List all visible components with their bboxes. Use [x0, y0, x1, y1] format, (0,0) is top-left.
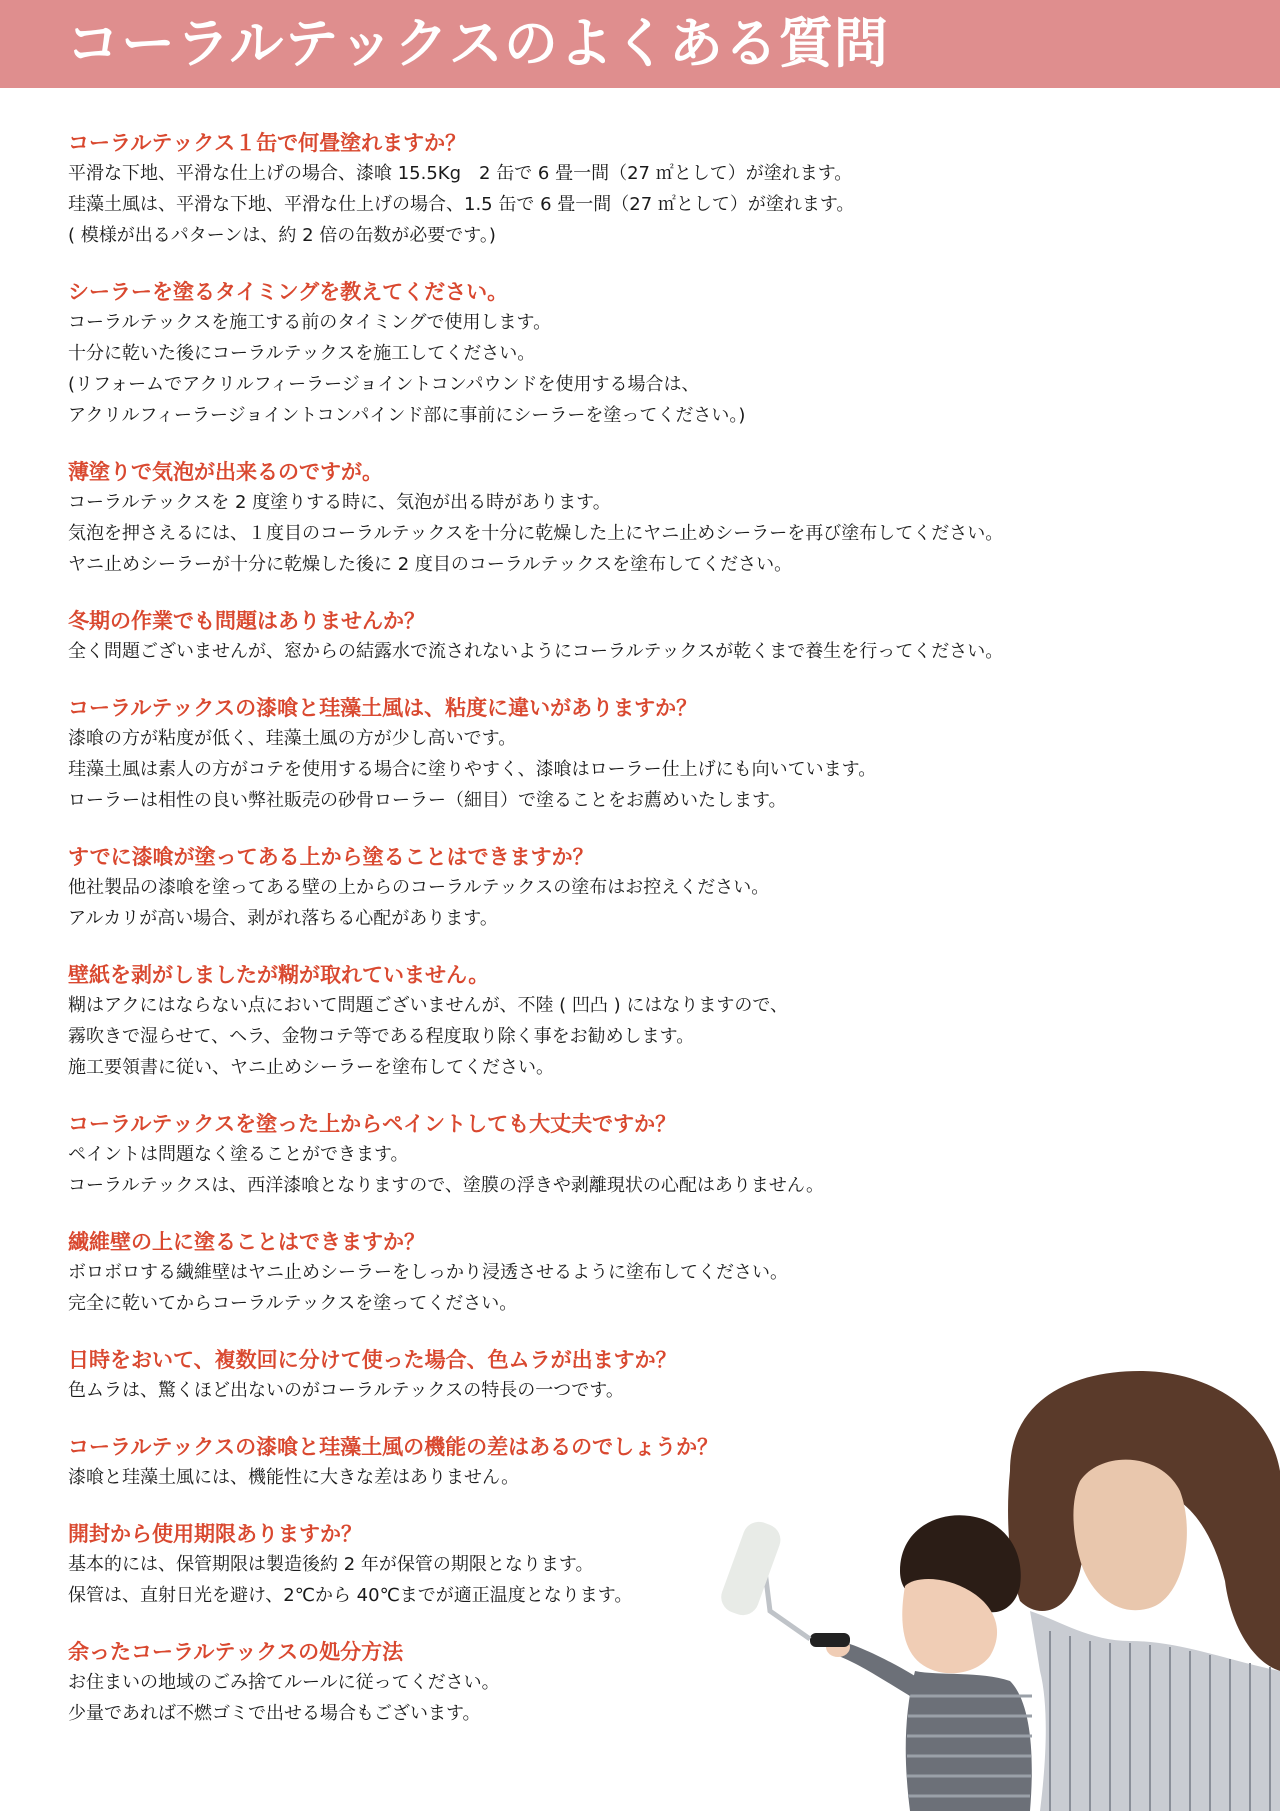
faq-answer-line: 霧吹きで湿らせて、ヘラ、金物コテ等である程度取り除く事をお勧めします。: [68, 1026, 695, 1047]
faq-question: コーラルテックスの漆喰と珪藻土風の機能の差はあるのでしょうか？: [68, 1435, 719, 1459]
header-bar: [0, 0, 1280, 88]
faq-answer-line: 漆喰の方が粘度が低く、珪藻土風の方が少し高いです。: [68, 728, 517, 749]
faq-answer-line: ペイントは問題なく塗ることができます。: [68, 1144, 409, 1165]
faq-answer-line: ヤニ止めシーラーが十分に乾燥した後に 2 度目のコーラルテックスを塗布してください。: [68, 554, 793, 575]
faq-answer-line: 糊はアクにはならない点において問題ございませんが、不陸 ( 凹凸 ) にはなりますので、: [68, 995, 789, 1016]
faq-answer-line: アルカリが高い場合、剥がれ落ちる心配があります。: [68, 908, 498, 929]
faq-question: シーラーを塗るタイミングを教えてください。: [68, 280, 509, 304]
faq-answer-line: コーラルテックスを 2 度塗りする時に、気泡が出る時があります。: [68, 492, 611, 513]
faq-item: [68, 606, 1208, 667]
faq-answer-line: 珪藻土風は、平滑な下地、平滑な仕上げの場合、1.5 缶で 6 畳一間（27 ㎡として）が塗れます。: [68, 194, 855, 215]
faq-answer-line: 施工要領書に従い、ヤニ止めシーラーを塗布してください。: [68, 1057, 554, 1078]
faq-answer-line: ( 模様が出るパターンは、約 2 倍の缶数が必要です。): [68, 225, 496, 246]
faq-answer-line: 気泡を押さえるには、１度目のコーラルテックスを十分に乾燥した上にヤニ止めシーラーを再び塗布してください。: [68, 523, 1004, 544]
faq-question: 日時をおいて、複数回に分けて使った場合、色ムラが出ますか？: [68, 1348, 677, 1372]
faq-item: [68, 457, 1208, 580]
faq-question: コーラルテックス１缶で何畳塗れますか？: [68, 131, 467, 155]
mother-child-painting-photo: [710, 1371, 1280, 1811]
faq-answer-line: コーラルテックスを施工する前のタイミングで使用します。: [68, 312, 552, 333]
page-title: コーラルテックスのよくある質問: [66, 12, 889, 75]
faq-answer-line: ローラーは相性の良い弊社販売の砂骨ローラー（細目）で塗ることをお薦めいたします。: [68, 790, 787, 811]
faq-question: 壁紙を剥がしましたが糊が取れていません。: [68, 963, 490, 987]
faq-answer-line: コーラルテックスは、西洋漆喰となりますので、塗膜の浮きや剥離現状の心配はありません。: [68, 1175, 824, 1196]
faq-answer-line: 十分に乾いた後にコーラルテックスを施工してください。: [68, 343, 536, 364]
faq-answer-line: 平滑な下地、平滑な仕上げの場合、漆喰 15.5Kg 2 缶で 6 畳一間（27 ㎡として）が塗れます。: [68, 163, 853, 184]
faq-question: すでに漆喰が塗ってある上から塗ることはできますか？: [68, 845, 594, 869]
faq-question: 冬期の作業でも問題はありませんか？: [68, 609, 425, 633]
faq-answer-line: 保管は、直射日光を避け、2℃から 40℃までが適正温度となります。: [68, 1585, 633, 1606]
faq-item: [68, 1227, 1208, 1319]
paint-roller-icon: [717, 1517, 850, 1647]
faq-question: コーラルテックスの漆喰と珪藻土風は、粘度に違いがありますか？: [68, 696, 698, 720]
faq-answer-line: お住まいの地域のごみ捨てルールに従ってください。: [68, 1672, 500, 1693]
faq-answer-line: 全く問題ございませんが、窓からの結露水で流されないようにコーラルテックスが乾くまで養生を行ってください。: [68, 641, 1004, 662]
faq-answer-line: アクリルフィーラージョイントコンパインド部に事前にシーラーを塗ってください。): [68, 405, 746, 426]
faq-item: [68, 277, 1208, 431]
child-shirt: [906, 1671, 1032, 1811]
faq-answer-line: 少量であれば不燃ゴミで出せる場合もございます。: [68, 1703, 481, 1724]
faq-item: [68, 128, 1208, 251]
faq-answer-line: 漆喰と珪藻土風には、機能性に大きな差はありません。: [68, 1467, 520, 1488]
faq-answer-line: 珪藻土風は素人の方がコテを使用する場合に塗りやすく、漆喰はローラー仕上げにも向いています。: [68, 759, 877, 780]
mother-shirt: [1030, 1611, 1280, 1811]
faq-answer-line: (リフォームでアクリルフィーラージョイントコンパウンドを使用する場合は、: [68, 374, 700, 395]
faq-answer-line: ボロボロする繊維壁はヤニ止めシーラーをしっかり浸透させるように塗布してください。: [68, 1262, 788, 1283]
faq-question: 繊維壁の上に塗ることはできますか？: [68, 1230, 425, 1254]
faq-item: [68, 960, 1208, 1083]
faq-answer-line: 基本的には、保管期限は製造後約 2 年が保管の期限となります。: [68, 1554, 594, 1575]
mother-face: [1073, 1460, 1186, 1611]
faq-question: 薄塗りで気泡が出来るのですが。: [68, 460, 383, 484]
faq-item: [68, 1109, 1208, 1201]
faq-answer-line: 完全に乾いてからコーラルテックスを塗ってください。: [68, 1293, 518, 1314]
faq-answer-line: 他社製品の漆喰を塗ってある壁の上からのコーラルテックスの塗布はお控えください。: [68, 877, 770, 898]
faq-answer-line: 色ムラは、驚くほど出ないのがコーラルテックスの特長の一つです。: [68, 1380, 624, 1401]
faq-item: [68, 842, 1208, 934]
faq-question: 開封から使用期限ありますか？: [68, 1522, 362, 1546]
faq-question: コーラルテックスを塗った上からペイントしても大丈夫ですか？: [68, 1112, 677, 1136]
faq-question: 余ったコーラルテックスの処分方法: [68, 1640, 404, 1664]
faq-item: [68, 693, 1208, 816]
